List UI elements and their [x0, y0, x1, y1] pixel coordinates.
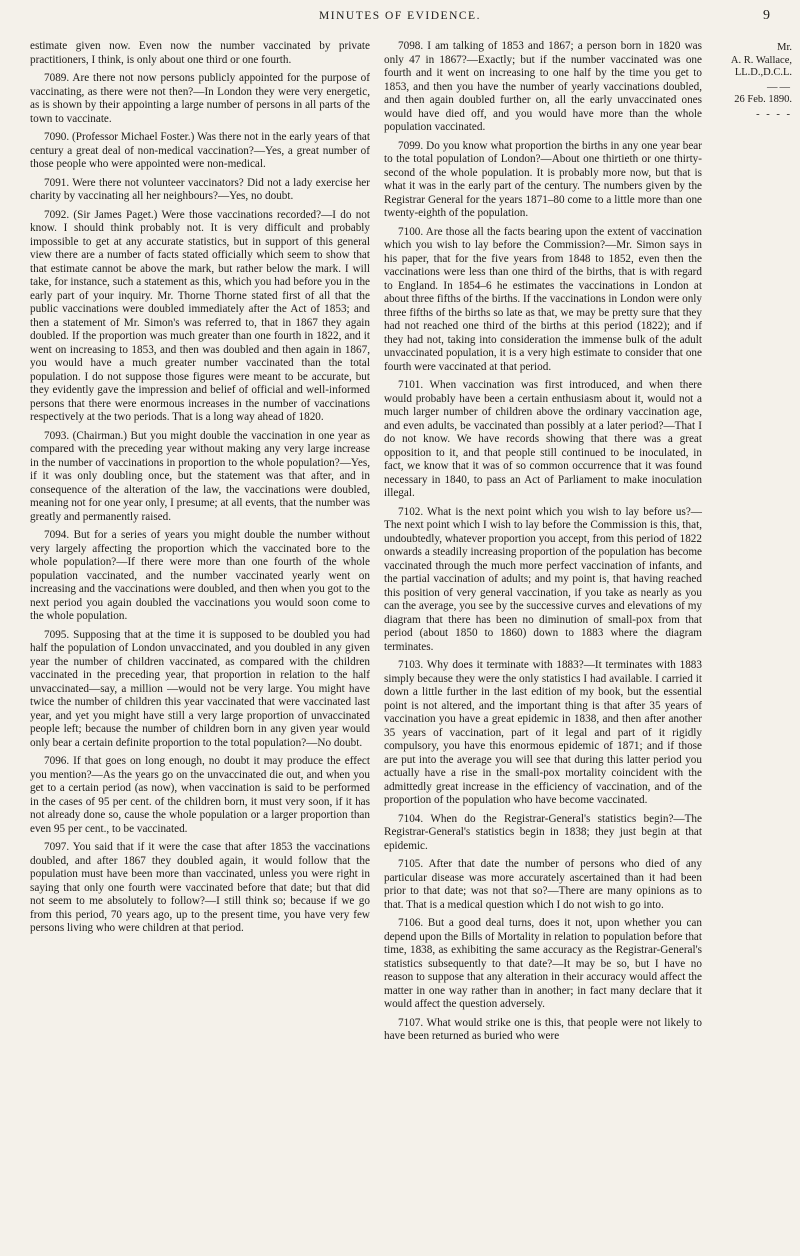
- paragraph: 7094. But for a series of years you might double the number without very largely affecting the proportion which the vaccinated bore to the whole population?—If there were more than one fourth of the whole population vaccinated, and the number vaccinated yearly went on increasing and the vaccinations were doubled, and then when you got to the next period you again doubled the vaccinations you would soon come to the whole population.: [30, 529, 370, 622]
- paragraph: 7096. If that goes on long enough, no doubt it may produce the effect you mention?—As the years go on the unvaccinated die out, and when you get to a certain period (as now), when vaccination is said to be performed in the cases of 95 per cent. of the children born, it must very soon, if it has not already done so, cause the whole population or a larger proportion than even 95 per cent., to be vaccinated.: [30, 755, 370, 835]
- paragraph: 7101. When vaccination was first introduced, and when there would probably have been a certain enthusiasm about it, would not a much larger number of children above the ordinary vaccination age, and even adults, be vaccinated than possibly at a later period?—That I do not know. We have records showing that there was a great opposition to it, and that people still continued to be inoculated, in fact, we know that it was of so common occurrence that it was found necessary in 1840, to pass an Act of Parliament to make inoculation illegal.: [384, 379, 702, 499]
- paragraph: 7092. (Sir James Paget.) Were those vaccinations recorded?—I do not know. I should think probably not. It is very difficult and probably impossible to get at any accurate statistics, but in support of this general view there are a number of facts stated officially which seem to show that that estimate cannot be above the mark, but rather below the mark. I will take, for instance, such a statement as this, which you had before you in the early part of your inquiry. Mr. Thorne Thorne stated first of all that the public vaccinations were doubled immediately after the Act of 1853; and then a statement of Mr. Simon's was referred to, that in 1867 they again doubled. If the proportion was much greater than one fourth in 1822, and it went on increasing to 1853, and then was doubled and then again in 1867, you would have a much greater number vaccinated than the total population. I do not suppose those figures were meant to be accurate, but they evidently gave the impression and belief of official and well-informed persons that there were enormous increases in the number of vaccinations respectively at the two periods. That is a long way ahead of 1820.: [30, 208, 370, 423]
- witness-date: 26 Feb. 1890.: [734, 94, 792, 105]
- paragraph: 7091. Were there not volunteer vaccinators? Did not a lady exercise her charity by vaccinating all her neighbours?—Yes, no doubt.: [30, 176, 370, 202]
- left-column: [30, 40, 370, 941]
- witness-degrees: LL.D.,D.C.L.: [734, 67, 792, 78]
- witness-margin-note: [710, 42, 792, 121]
- margin-rule: ——: [767, 81, 792, 93]
- paragraph: 7099. Do you know what proportion the births in any one year bear to the total population of London?—About one thirtieth or one thirty-second of the whole population. It is probably more now, but that is what it was in the early part of the century. The numbers given by the Registrar General for the years 1871–80 come to a little more than one twenty-eighth of the population.: [384, 139, 702, 219]
- paragraph: 7100. Are those all the facts bearing upon the extent of vaccination which you wish to lay before the Commission?—Mr. Simon says in his paper, that for the five years from 1848 to 1852, even then the vaccinations were less than one third of the births, that is with regard to England. In 1854–6 he estimates the vaccinations in London at about three fifths of the births. If the vaccinations in London were only three fifths of the births so late as that, we may be pretty sure that they had not reached one third of the births at this period (1822); and if they had not, taking into consideration the immense bulk of the adult unvaccinated population, it is a very high estimate to consider that one fourth were vaccinated at that period.: [384, 225, 702, 373]
- paragraph: 7103. Why does it terminate with 1883?—It terminates with 1883 simply because they were the only statistics I had available. I carried it down a little further in the last edition of my book, but the essential point is not altered, and the important thing is that after 35 years of vaccination you have a great epidemic in 1838, and then after another 35 years of vaccination, part of it legal and part of it rigidly compulsory, you have this enormous epidemic of 1871; and if those are put into the average you will see that during this latter period you actually have a rise in the small-pox mortality coincident with the admittedly great increase in the efficiency of vaccination, and of the proportion of the population who have become vaccinated.: [384, 659, 702, 806]
- paragraph: 7093. (Chairman.) But you might double the vaccination in one year as compared with the preceding year without making any very large increase in the number of vaccinations in proportion to the whole population?—Yes, if it was only doubling once, but the statement was that after, and in consequence of the alteration of the law, the vaccinations were doubled, meaning not for one year only, I presume; at all events, that the number was greatly and permanently raised.: [30, 429, 370, 523]
- paragraph: 7107. What would strike one is this, that people were not likely to have been returned as buried who were: [384, 1016, 702, 1042]
- paragraph: estimate given now. Even now the number vaccinated by private practitioners, I think, is only about one third or one fourth.: [30, 40, 370, 66]
- page-header: [0, 8, 800, 30]
- paragraph: 7090. (Professor Michael Foster.) Was there not in the early years of that century a great deal of non-medical vaccination?—Yes, a great number of those people who were appointed were non-medical.: [30, 131, 370, 170]
- paragraph: 7098. I am talking of 1853 and 1867; a person born in 1820 was only 47 in 1867?—Exactly; but if the number vaccinated was one fourth and it went on increasing to one half by the time you get to 1853, and then you have the number of yearly vaccinations doubled, and then again doubled further on, all the early unvaccinated ones would have died off, and you would have more than the whole population vaccinated.: [384, 40, 702, 133]
- paragraph: 7095. Supposing that at the time it is supposed to be doubled you had half the population of London unvaccinated, and you doubled in any given year the number of children vaccinated, as compared with the children vaccinated in the preceding year, that proportion in relation to the half unvaccinated—say, a million —would not be very large. You might have twice the number of children this year vaccinated that were vaccinated last year, and yet you might have still a very large proportion of unvaccinated people left; because the number of children born in any given year would only bear a certain definite proportion to the total population?—No doubt.: [30, 628, 370, 749]
- paragraph: 7105. After that date the number of persons who died of any particular disease was more accurately ascertained than it had been prior to that date; was not that so?—There are many opinions as to that. That is a medical question which I do not wish to go into.: [384, 858, 702, 911]
- paragraph: 7089. Are there not now persons publicly appointed for the purpose of vaccinating, as there were not then?—In London they were very energetic, as is shown by their appointing a large number of persons in all parts of the town to vaccinate.: [30, 72, 370, 125]
- paragraph: 7106. But a good deal turns, does it not, upon whether you can depend upon the Bills of Mortality in relation to population before that time, 1838, as exhibiting the same accuracy as the Registrar-General's statistics subsequently to that date?—It may be so, but I have no reason to suppose that any alteration in their accuracy would affect the matter in one way rather than in another; in fact many declare that it would affect the question adversely.: [384, 917, 702, 1010]
- witness-title: Mr.: [777, 42, 792, 53]
- paragraph: 7097. You said that if it were the case that after 1853 the vaccinations doubled, and after 1867 they doubled again, it would follow that the population must have been more than vaccinated, unless you were right in saying that only one fourth were vaccinated before that date; but that did not seem to me absolutely to follow?—I still think so; because if we go from this period, 70 years ago, up to the present time, you have very few persons living who were children at that period.: [30, 841, 370, 934]
- paragraph: 7102. What is the next point which you wish to lay before us?—The next point which I wish to lay before the Commission is this, that, undoubtedly, whatever proportion you accept, from this period of 1822 onwards a steadily increasing proportion of the population has become vaccinated through the much more perfect vaccination of infants, and the partial vaccination of adults; and my point is, that having reached this position of very general vaccination, if you take as nearly as you can the average, you see by the successive curves and elevations of my diagram that there has been no diminution of small-pox from that period (about 1850 to 1860) down to 1883 where the diagram terminates.: [384, 505, 702, 653]
- right-column: [384, 40, 702, 1049]
- margin-rule-dashes: - - - -: [756, 108, 792, 120]
- paragraph: 7104. When do the Registrar-General's statistics begin?—The Registrar-General's statistics begin in 1838; they just begin at that epidemic.: [384, 812, 702, 852]
- witness-name: A. R. Wallace,: [730, 54, 792, 66]
- running-title: MINUTES OF EVIDENCE.: [319, 10, 481, 22]
- page-number: 9: [763, 8, 770, 23]
